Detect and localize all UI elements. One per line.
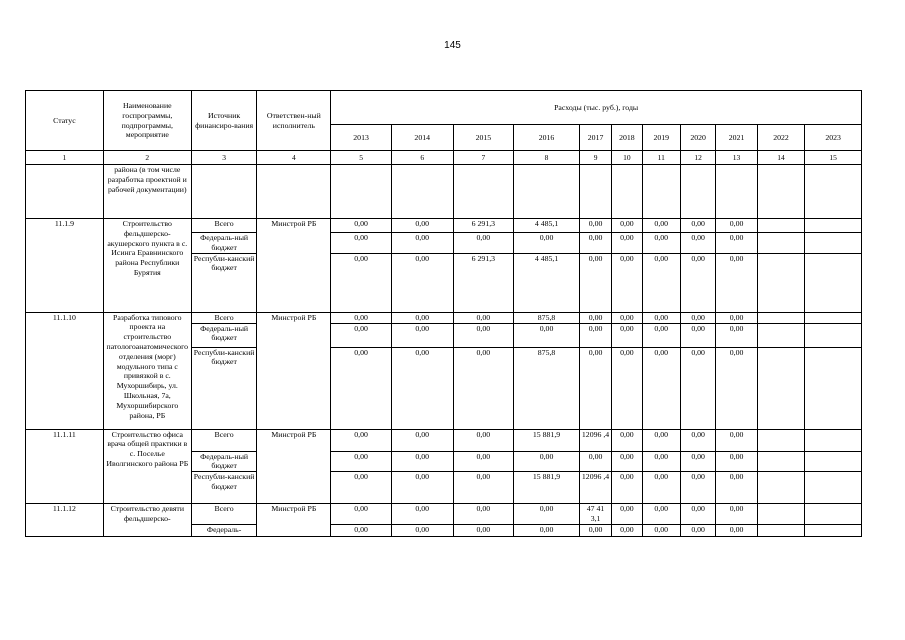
amount-cell: 0,00 xyxy=(391,347,453,429)
amount-cell: 0,00 xyxy=(716,429,757,451)
amount-cell xyxy=(757,451,805,472)
empty-cell xyxy=(391,165,453,219)
amount-cell: 6 291,3 xyxy=(453,219,514,233)
empty-cell xyxy=(612,165,642,219)
amount-cell: 0,00 xyxy=(331,312,392,323)
amount-cell: 0,00 xyxy=(453,323,514,347)
amount-cell: 0,00 xyxy=(680,253,715,312)
amount-cell: 0,00 xyxy=(514,451,580,472)
amount-cell: 0,00 xyxy=(642,312,680,323)
amount-cell: 0,00 xyxy=(680,472,715,504)
amount-cell xyxy=(757,504,805,525)
amount-cell: 0,00 xyxy=(391,429,453,451)
amount-cell: 0,00 xyxy=(612,504,642,525)
item-name: Разработка типового проекта на строительство патологоанатомического отделения (морг) модульного типа с привязкой в с. Мухоршибирь, ул. Школьная, 7а, Мухоршибирского района, РБ xyxy=(103,312,191,429)
amount-cell xyxy=(805,312,862,323)
amount-cell: 15 881,9 xyxy=(514,429,580,451)
column-number: 5 xyxy=(331,151,392,165)
amount-cell: 0,00 xyxy=(391,451,453,472)
item-status: 11.1.12 xyxy=(26,504,104,537)
item-name: Строительство девяти фельдшерско- xyxy=(103,504,191,537)
amount-cell: 0,00 xyxy=(331,219,392,233)
amount-cell: 0,00 xyxy=(642,429,680,451)
header-year: 2023 xyxy=(805,125,862,151)
header-year: 2014 xyxy=(391,125,453,151)
amount-cell xyxy=(757,219,805,233)
amount-cell: 0,00 xyxy=(453,504,514,525)
item-executor: Минстрой РБ xyxy=(257,504,331,537)
empty-cell xyxy=(642,165,680,219)
amount-cell: 0,00 xyxy=(391,323,453,347)
empty-cell xyxy=(453,165,514,219)
amount-cell xyxy=(805,219,862,233)
amount-cell: 0,00 xyxy=(612,429,642,451)
amount-cell: 0,00 xyxy=(579,323,611,347)
amount-cell: 0,00 xyxy=(514,233,580,254)
amount-cell: 12096 ,4 xyxy=(579,429,611,451)
amount-cell: 0,00 xyxy=(716,504,757,525)
item-executor: Минстрой РБ xyxy=(257,219,331,313)
amount-cell: 0,00 xyxy=(579,525,611,537)
amount-cell: 0,00 xyxy=(514,525,580,537)
amount-cell: 875,8 xyxy=(514,312,580,323)
amount-cell: 0,00 xyxy=(612,347,642,429)
amount-cell: 0,00 xyxy=(716,323,757,347)
amount-cell xyxy=(805,525,862,537)
header-year: 2013 xyxy=(331,125,392,151)
amount-cell: 0,00 xyxy=(642,253,680,312)
funding-source: Всего xyxy=(191,429,257,451)
amount-cell: 0,00 xyxy=(391,253,453,312)
amount-cell: 0,00 xyxy=(514,504,580,525)
amount-cell: 0,00 xyxy=(642,347,680,429)
empty-cell xyxy=(805,165,862,219)
amount-cell: 0,00 xyxy=(612,312,642,323)
header-name: Наименование госпрограммы, подпрограммы, мероприятие xyxy=(103,91,191,151)
column-number: 1 xyxy=(26,151,104,165)
amount-cell: 0,00 xyxy=(680,233,715,254)
amount-cell xyxy=(757,233,805,254)
header-year: 2021 xyxy=(716,125,757,151)
funding-source: Федераль-ный бюджет xyxy=(191,233,257,254)
amount-cell: 0,00 xyxy=(680,429,715,451)
amount-cell: 15 881,9 xyxy=(514,472,580,504)
amount-cell: 0,00 xyxy=(642,451,680,472)
table-row xyxy=(26,429,862,451)
funding-source: Федераль-ный бюджет xyxy=(191,451,257,472)
amount-cell: 0,00 xyxy=(612,472,642,504)
column-number: 8 xyxy=(514,151,580,165)
column-number: 15 xyxy=(805,151,862,165)
amount-cell: 0,00 xyxy=(331,504,392,525)
amount-cell xyxy=(805,451,862,472)
amount-cell: 0,00 xyxy=(579,233,611,254)
amount-cell: 0,00 xyxy=(612,253,642,312)
column-number: 3 xyxy=(191,151,257,165)
amount-cell: 0,00 xyxy=(391,525,453,537)
amount-cell: 47 41 3,1 xyxy=(579,504,611,525)
item-status: 11.1.9 xyxy=(26,219,104,313)
amount-cell xyxy=(757,253,805,312)
page-number: 145 xyxy=(444,40,461,51)
amount-cell: 0,00 xyxy=(612,525,642,537)
amount-cell: 0,00 xyxy=(716,347,757,429)
funding-source: Республи-канский бюджет xyxy=(191,347,257,429)
amount-cell: 0,00 xyxy=(642,323,680,347)
column-number: 6 xyxy=(391,151,453,165)
column-number: 4 xyxy=(257,151,331,165)
amount-cell: 0,00 xyxy=(680,525,715,537)
amount-cell: 875,8 xyxy=(514,347,580,429)
funding-source: Республи-канский бюджет xyxy=(191,253,257,312)
amount-cell xyxy=(757,472,805,504)
amount-cell: 4 485,1 xyxy=(514,219,580,233)
empty-cell xyxy=(579,165,611,219)
empty-cell xyxy=(757,165,805,219)
amount-cell: 0,00 xyxy=(391,472,453,504)
empty-cell xyxy=(680,165,715,219)
amount-cell: 0,00 xyxy=(612,219,642,233)
header-year: 2016 xyxy=(514,125,580,151)
amount-cell: 0,00 xyxy=(716,472,757,504)
amount-cell: 0,00 xyxy=(680,504,715,525)
amount-cell: 0,00 xyxy=(642,504,680,525)
header-expenses: Расходы (тыс. руб.), годы xyxy=(331,91,862,125)
amount-cell: 0,00 xyxy=(331,347,392,429)
column-number: 13 xyxy=(716,151,757,165)
item-status: 11.1.11 xyxy=(26,429,104,504)
amount-cell: 0,00 xyxy=(680,323,715,347)
amount-cell: 0,00 xyxy=(680,219,715,233)
amount-cell xyxy=(805,472,862,504)
amount-cell xyxy=(805,347,862,429)
amount-cell: 0,00 xyxy=(391,233,453,254)
header-year: 2019 xyxy=(642,125,680,151)
amount-cell xyxy=(805,323,862,347)
amount-cell: 0,00 xyxy=(642,472,680,504)
amount-cell: 0,00 xyxy=(579,312,611,323)
amount-cell: 0,00 xyxy=(680,347,715,429)
funding-source: Всего xyxy=(191,219,257,233)
column-number: 11 xyxy=(642,151,680,165)
amount-cell: 0,00 xyxy=(391,219,453,233)
empty-cell xyxy=(257,165,331,219)
amount-cell: 0,00 xyxy=(716,219,757,233)
amount-cell xyxy=(805,253,862,312)
amount-cell: 0,00 xyxy=(716,525,757,537)
funding-source: Республи-канский бюджет xyxy=(191,472,257,504)
funding-source: Всего xyxy=(191,312,257,323)
table-row xyxy=(26,312,862,323)
amount-cell: 0,00 xyxy=(642,233,680,254)
amount-cell: 6 291,3 xyxy=(453,253,514,312)
header-year: 2015 xyxy=(453,125,514,151)
empty-cell xyxy=(191,165,257,219)
amount-cell xyxy=(757,429,805,451)
amount-cell: 0,00 xyxy=(612,323,642,347)
continuation-name-cell: района (в том числе разработка проектной и рабочей документации) xyxy=(103,165,191,219)
amount-cell: 0,00 xyxy=(716,233,757,254)
amount-cell xyxy=(757,323,805,347)
amount-cell: 0,00 xyxy=(453,312,514,323)
amount-cell: 0,00 xyxy=(391,312,453,323)
amount-cell: 0,00 xyxy=(579,347,611,429)
amount-cell: 0,00 xyxy=(331,323,392,347)
amount-cell: 0,00 xyxy=(331,525,392,537)
amount-cell xyxy=(805,233,862,254)
amount-cell: 0,00 xyxy=(331,253,392,312)
header-source: Источник финансиро-вания xyxy=(191,91,257,151)
amount-cell: 0,00 xyxy=(716,451,757,472)
amount-cell: 0,00 xyxy=(331,472,392,504)
column-number: 10 xyxy=(612,151,642,165)
amount-cell: 0,00 xyxy=(514,323,580,347)
column-number: 2 xyxy=(103,151,191,165)
amount-cell: 0,00 xyxy=(331,429,392,451)
amount-cell: 0,00 xyxy=(579,451,611,472)
amount-cell: 0,00 xyxy=(579,219,611,233)
amount-cell: 0,00 xyxy=(453,451,514,472)
amount-cell: 0,00 xyxy=(612,233,642,254)
header-year: 2022 xyxy=(757,125,805,151)
amount-cell: 12096 ,4 xyxy=(579,472,611,504)
amount-cell xyxy=(757,312,805,323)
table-row xyxy=(26,219,862,233)
amount-cell: 0,00 xyxy=(579,253,611,312)
item-executor: Минстрой РБ xyxy=(257,312,331,429)
continuation-status-cell xyxy=(26,165,104,219)
header-year: 2017 xyxy=(579,125,611,151)
amount-cell: 0,00 xyxy=(716,253,757,312)
funding-source: Всего xyxy=(191,504,257,525)
column-number: 14 xyxy=(757,151,805,165)
amount-cell: 0,00 xyxy=(391,504,453,525)
funding-source: Федераль- xyxy=(191,525,257,537)
table-row xyxy=(26,504,862,525)
item-name: Строительство фельдшерско-акушерского пункта в с. Исинга Еравнинского района Республики Бурятия xyxy=(103,219,191,313)
empty-cell xyxy=(331,165,392,219)
header-year: 2020 xyxy=(680,125,715,151)
empty-cell xyxy=(716,165,757,219)
header-year: 2018 xyxy=(612,125,642,151)
budget-table xyxy=(25,90,862,537)
amount-cell: 0,00 xyxy=(642,525,680,537)
amount-cell xyxy=(757,347,805,429)
column-number: 7 xyxy=(453,151,514,165)
amount-cell: 0,00 xyxy=(331,233,392,254)
amount-cell xyxy=(805,429,862,451)
amount-cell xyxy=(805,504,862,525)
amount-cell: 0,00 xyxy=(612,451,642,472)
header-executor: Ответствен-ный исполнитель xyxy=(257,91,331,151)
amount-cell: 0,00 xyxy=(331,451,392,472)
empty-cell xyxy=(514,165,580,219)
column-number: 9 xyxy=(579,151,611,165)
amount-cell xyxy=(757,525,805,537)
amount-cell: 0,00 xyxy=(453,525,514,537)
amount-cell: 0,00 xyxy=(453,429,514,451)
item-name: Строительство офиса врача общей практики в с. Поселье Иволгинского района РБ xyxy=(103,429,191,504)
amount-cell: 4 485,1 xyxy=(514,253,580,312)
amount-cell: 0,00 xyxy=(680,451,715,472)
amount-cell: 0,00 xyxy=(642,219,680,233)
item-status: 11.1.10 xyxy=(26,312,104,429)
amount-cell: 0,00 xyxy=(453,347,514,429)
amount-cell: 0,00 xyxy=(453,233,514,254)
funding-source: Федераль-ный бюджет xyxy=(191,323,257,347)
header-status: Статус xyxy=(26,91,104,151)
amount-cell: 0,00 xyxy=(716,312,757,323)
column-number: 12 xyxy=(680,151,715,165)
amount-cell: 0,00 xyxy=(680,312,715,323)
item-executor: Минстрой РБ xyxy=(257,429,331,504)
amount-cell: 0,00 xyxy=(453,472,514,504)
